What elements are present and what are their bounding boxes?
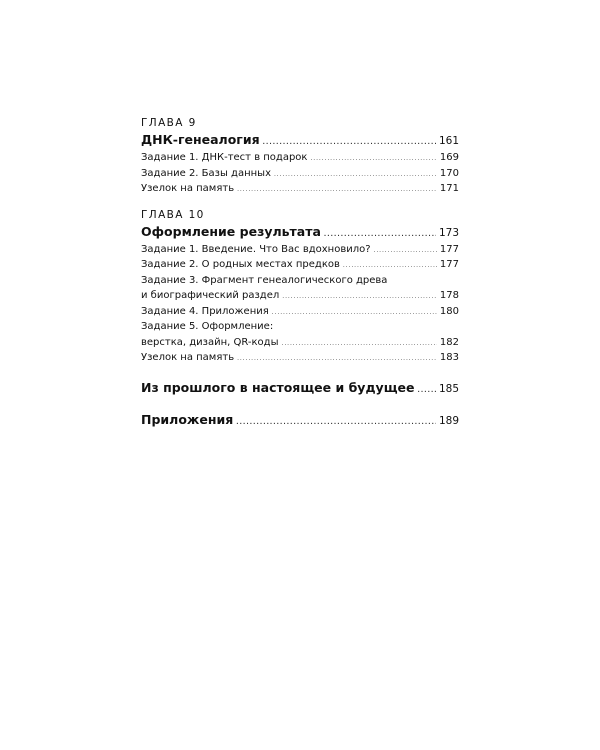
item-title: Задание 1. Введение. Что Вас вдохновило? — [141, 243, 371, 255]
page-number: 189 — [438, 414, 459, 427]
section-heading[interactable] — [141, 379, 459, 398]
page-number: 171 — [439, 183, 459, 194]
spacer — [141, 366, 459, 379]
toc-item[interactable] — [141, 166, 459, 182]
item-title: Узелок на память — [141, 352, 235, 363]
toc-item[interactable] — [141, 304, 459, 320]
chapter-9-label: ГЛАВА 9 — [141, 117, 197, 129]
dot-leader — [374, 245, 437, 255]
table-of-contents — [141, 117, 459, 430]
page-number: 182 — [439, 336, 459, 348]
dot-leader — [274, 169, 437, 179]
toc-item[interactable] — [141, 181, 459, 197]
page-number: 161 — [438, 135, 459, 147]
chapter-title: Оформление результата — [141, 223, 321, 239]
item-title-line1: Задание 5. Оформление: — [141, 321, 274, 332]
item-title: Задание 2. О родных местах предков — [141, 259, 340, 270]
section-title: Приложения — [141, 411, 234, 427]
dot-leader — [263, 137, 436, 149]
dot-leader — [282, 338, 437, 348]
dot-leader — [282, 291, 437, 301]
item-title: Узелок на память — [141, 183, 235, 194]
dot-leader — [310, 153, 436, 163]
page-number: 173 — [438, 226, 459, 239]
item-title: Задание 2. Базы данных — [141, 167, 271, 179]
page-number: 170 — [439, 167, 459, 179]
dot-leader — [272, 307, 437, 317]
section-heading[interactable] — [141, 411, 459, 430]
item-title: Задание 1. ДНК-тест в подарок — [141, 152, 308, 163]
chapter-title: ДНК-генеалогия — [141, 132, 260, 147]
page-number: 178 — [439, 290, 459, 301]
toc-item-multiline[interactable] — [141, 273, 459, 304]
toc-item[interactable] — [141, 257, 459, 273]
page-number: 183 — [439, 352, 459, 363]
dot-leader — [237, 353, 437, 363]
dot-leader — [343, 260, 437, 270]
toc-item-multiline[interactable] — [141, 319, 459, 350]
toc-item[interactable] — [141, 350, 459, 366]
dot-leader — [237, 184, 437, 194]
page-number: 185 — [438, 382, 459, 395]
chapter-10-heading[interactable] — [141, 223, 459, 242]
dot-leader — [417, 385, 435, 397]
spacer — [141, 398, 459, 411]
page-number: 180 — [439, 305, 459, 317]
page-number: 177 — [439, 259, 459, 270]
item-title-line1: Задание 3. Фрагмент генеалогического древа — [141, 274, 388, 286]
toc-item-last-line — [141, 288, 459, 304]
toc-item[interactable] — [141, 242, 459, 258]
toc-item[interactable] — [141, 150, 459, 166]
item-title-line2: верстка, дизайн, QR-коды — [141, 336, 279, 348]
section-title: Из прошлого в настоящее и будущее — [141, 379, 415, 395]
chapter-9-heading[interactable] — [141, 131, 459, 150]
item-title-line2: и биографический раздел — [141, 290, 280, 301]
dot-leader — [324, 229, 436, 241]
page-number: 169 — [439, 152, 459, 163]
chapter-10-label: ГЛАВА 10 — [141, 208, 205, 221]
page-number: 177 — [439, 243, 459, 255]
dot-leader — [236, 417, 436, 429]
spacer — [141, 197, 459, 209]
item-title: Задание 4. Приложения — [141, 305, 269, 317]
toc-item-last-line — [141, 335, 459, 351]
